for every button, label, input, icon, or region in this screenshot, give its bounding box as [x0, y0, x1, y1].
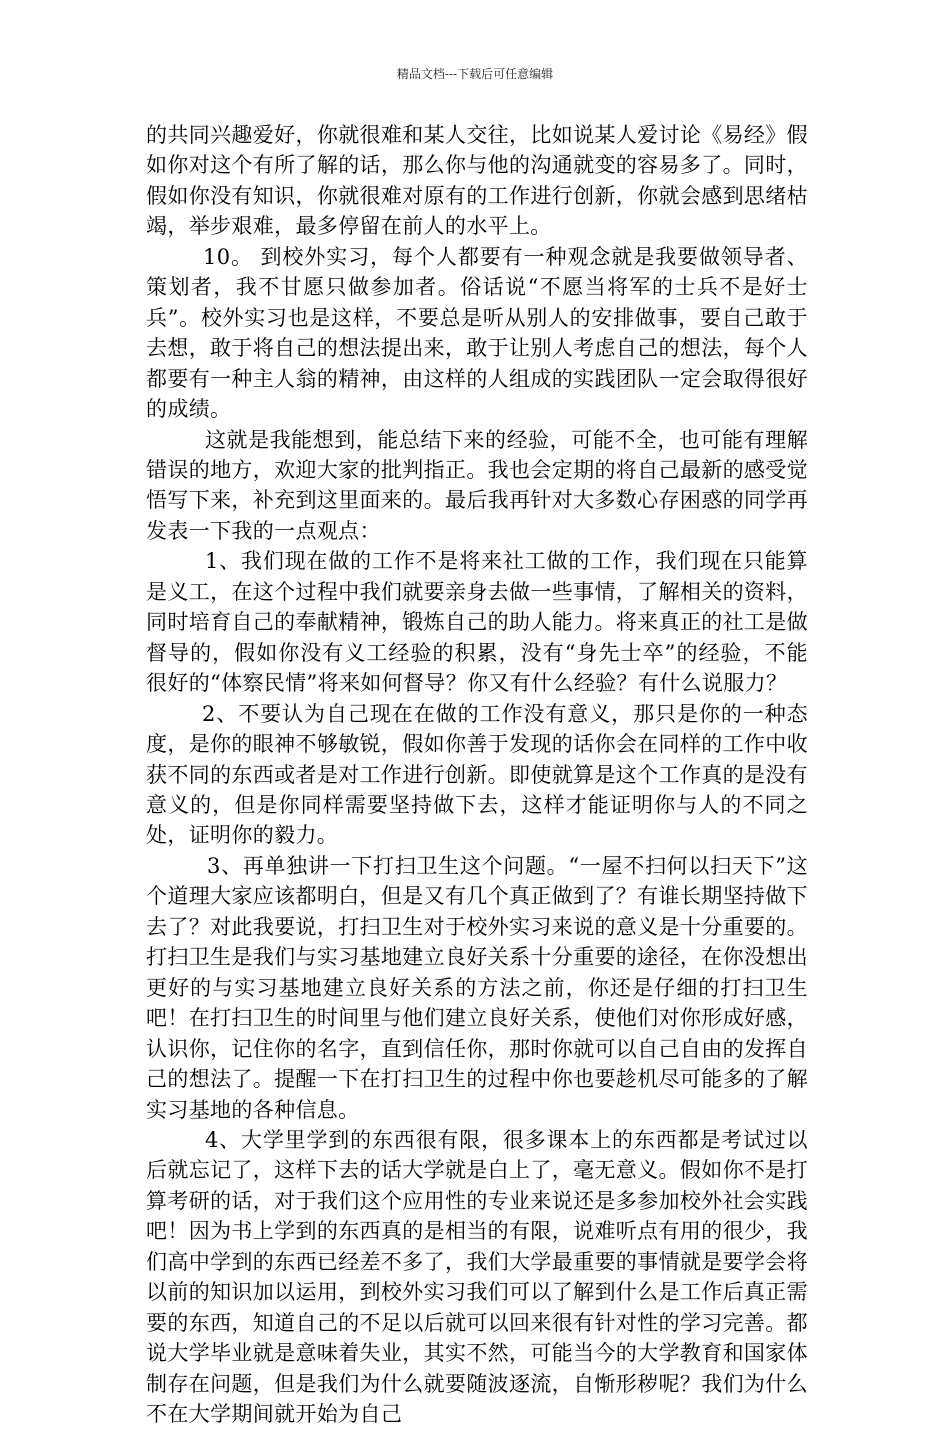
document-body	[146, 120, 808, 1429]
paragraph-point-3: 3、再单独讲一下打扫卫生这个问题。“一屋不扫何以扫天下”这个道理大家应该都明白，但是又有几个真正做到了？有谁长期坚持做下去了？对此我要说，打扫卫生对于校外实习来说的意义是十分重要的。打扫卫生是我们与实习基地建立良好关系十分重要的途径，在你没想出更好的与实习基地建立良好关系的方法之前，你还是仔细的打扫卫生吧！在打扫卫生的时间里与他们建立良好关系，使他们对你形成好感，认识你，记住你的名字，直到信任你，那时你就可以自己自由的发挥自己的想法了。提醒一下在打扫卫生的过程中你也要趁机尽可能多的了解实习基地的各种信息。	[146, 853, 808, 1122]
paragraph-item-10: 10。 到校外实习，每个人都要有一种观念就是我要做领导者、策划者，我不甘愿只做参加者。俗话说“不愿当将军的士兵不是好士兵”。校外实习也是这样，不要总是听从别人的安排做事，要自己敢于去想，敢于将自己的想法提出来，敢于让别人考虑自己的想法，每个人都要有一种主人翁的精神，由这样的人组成的实践团队一定会取得很好的成绩。	[146, 244, 808, 422]
paragraph-point-2: 2、不要认为自己现在在做的工作没有意义，那只是你的一种态度，是你的眼神不够敏锐，假如你善于发现的话你会在同样的工作中收获不同的东西或者是对工作进行创新。即使就算是这个工作真的是没有意义的，但是你同样需要坚持做下去，这样才能证明你与人的不同之处，证明你的毅力。	[146, 701, 808, 848]
paragraph-point-4: 4、大学里学到的东西很有限，很多课本上的东西都是考试过以后就忘记了，这样下去的话大学就是白上了，毫无意义。假如你不是打算考研的话，对于我们这个应用性的专业来说还是多参加校外社会实践吧！因为书上学到的东西真的是相当的有限，说难听点有用的很少，我们高中学到的东西已经差不多了，我们大学最重要的事情就是要学会将以前的知识加以运用，到校外实习我们可以了解到什么是工作后真正需要的东西，知道自己的不足以后就可以回来很有针对性的学习完善。都说大学毕业就是意味着失业，其实不然，可能当今的大学教育和国家体制存在问题，但是我们为什么就要随波逐流，自惭形秽呢？我们为什么不在大学期间就开始为自己	[146, 1127, 808, 1427]
paragraph-point-1: 1、我们现在做的工作不是将来社工做的工作，我们现在只能算是义工，在这个过程中我们就要亲身去做一些事情，了解相关的资料，同时培育自己的奉献精神，锻炼自己的助人能力。将来真正的社工是做督导的，假如你没有义工经验的积累，没有“身先士卒”的经验，不能很好的“体察民情”将来如何督导？你又有什么经验？有什么说服力？	[146, 549, 808, 696]
paragraph-summary: 这就是我能想到，能总结下来的经验，可能不全，也可能有理解错误的地方，欢迎大家的批判指正。我也会定期的将自己最新的感受觉悟写下来，补充到这里面来的。最后我再针对大多数心存困惑的同学再发表一下我的一点观点：	[146, 427, 808, 543]
paragraph-continuation: 的共同兴趣爱好，你就很难和某人交往，比如说某人爱讨论《易经》假如你对这个有所了解的话，那么你与他的沟通就变的容易多了。同时，假如你没有知识，你就很难对原有的工作进行创新，你就会感到思绪枯竭，举步艰难，最多停留在前人的水平上。	[146, 123, 808, 239]
page-header: 精品文档---下载后可任意编辑	[396, 67, 554, 81]
